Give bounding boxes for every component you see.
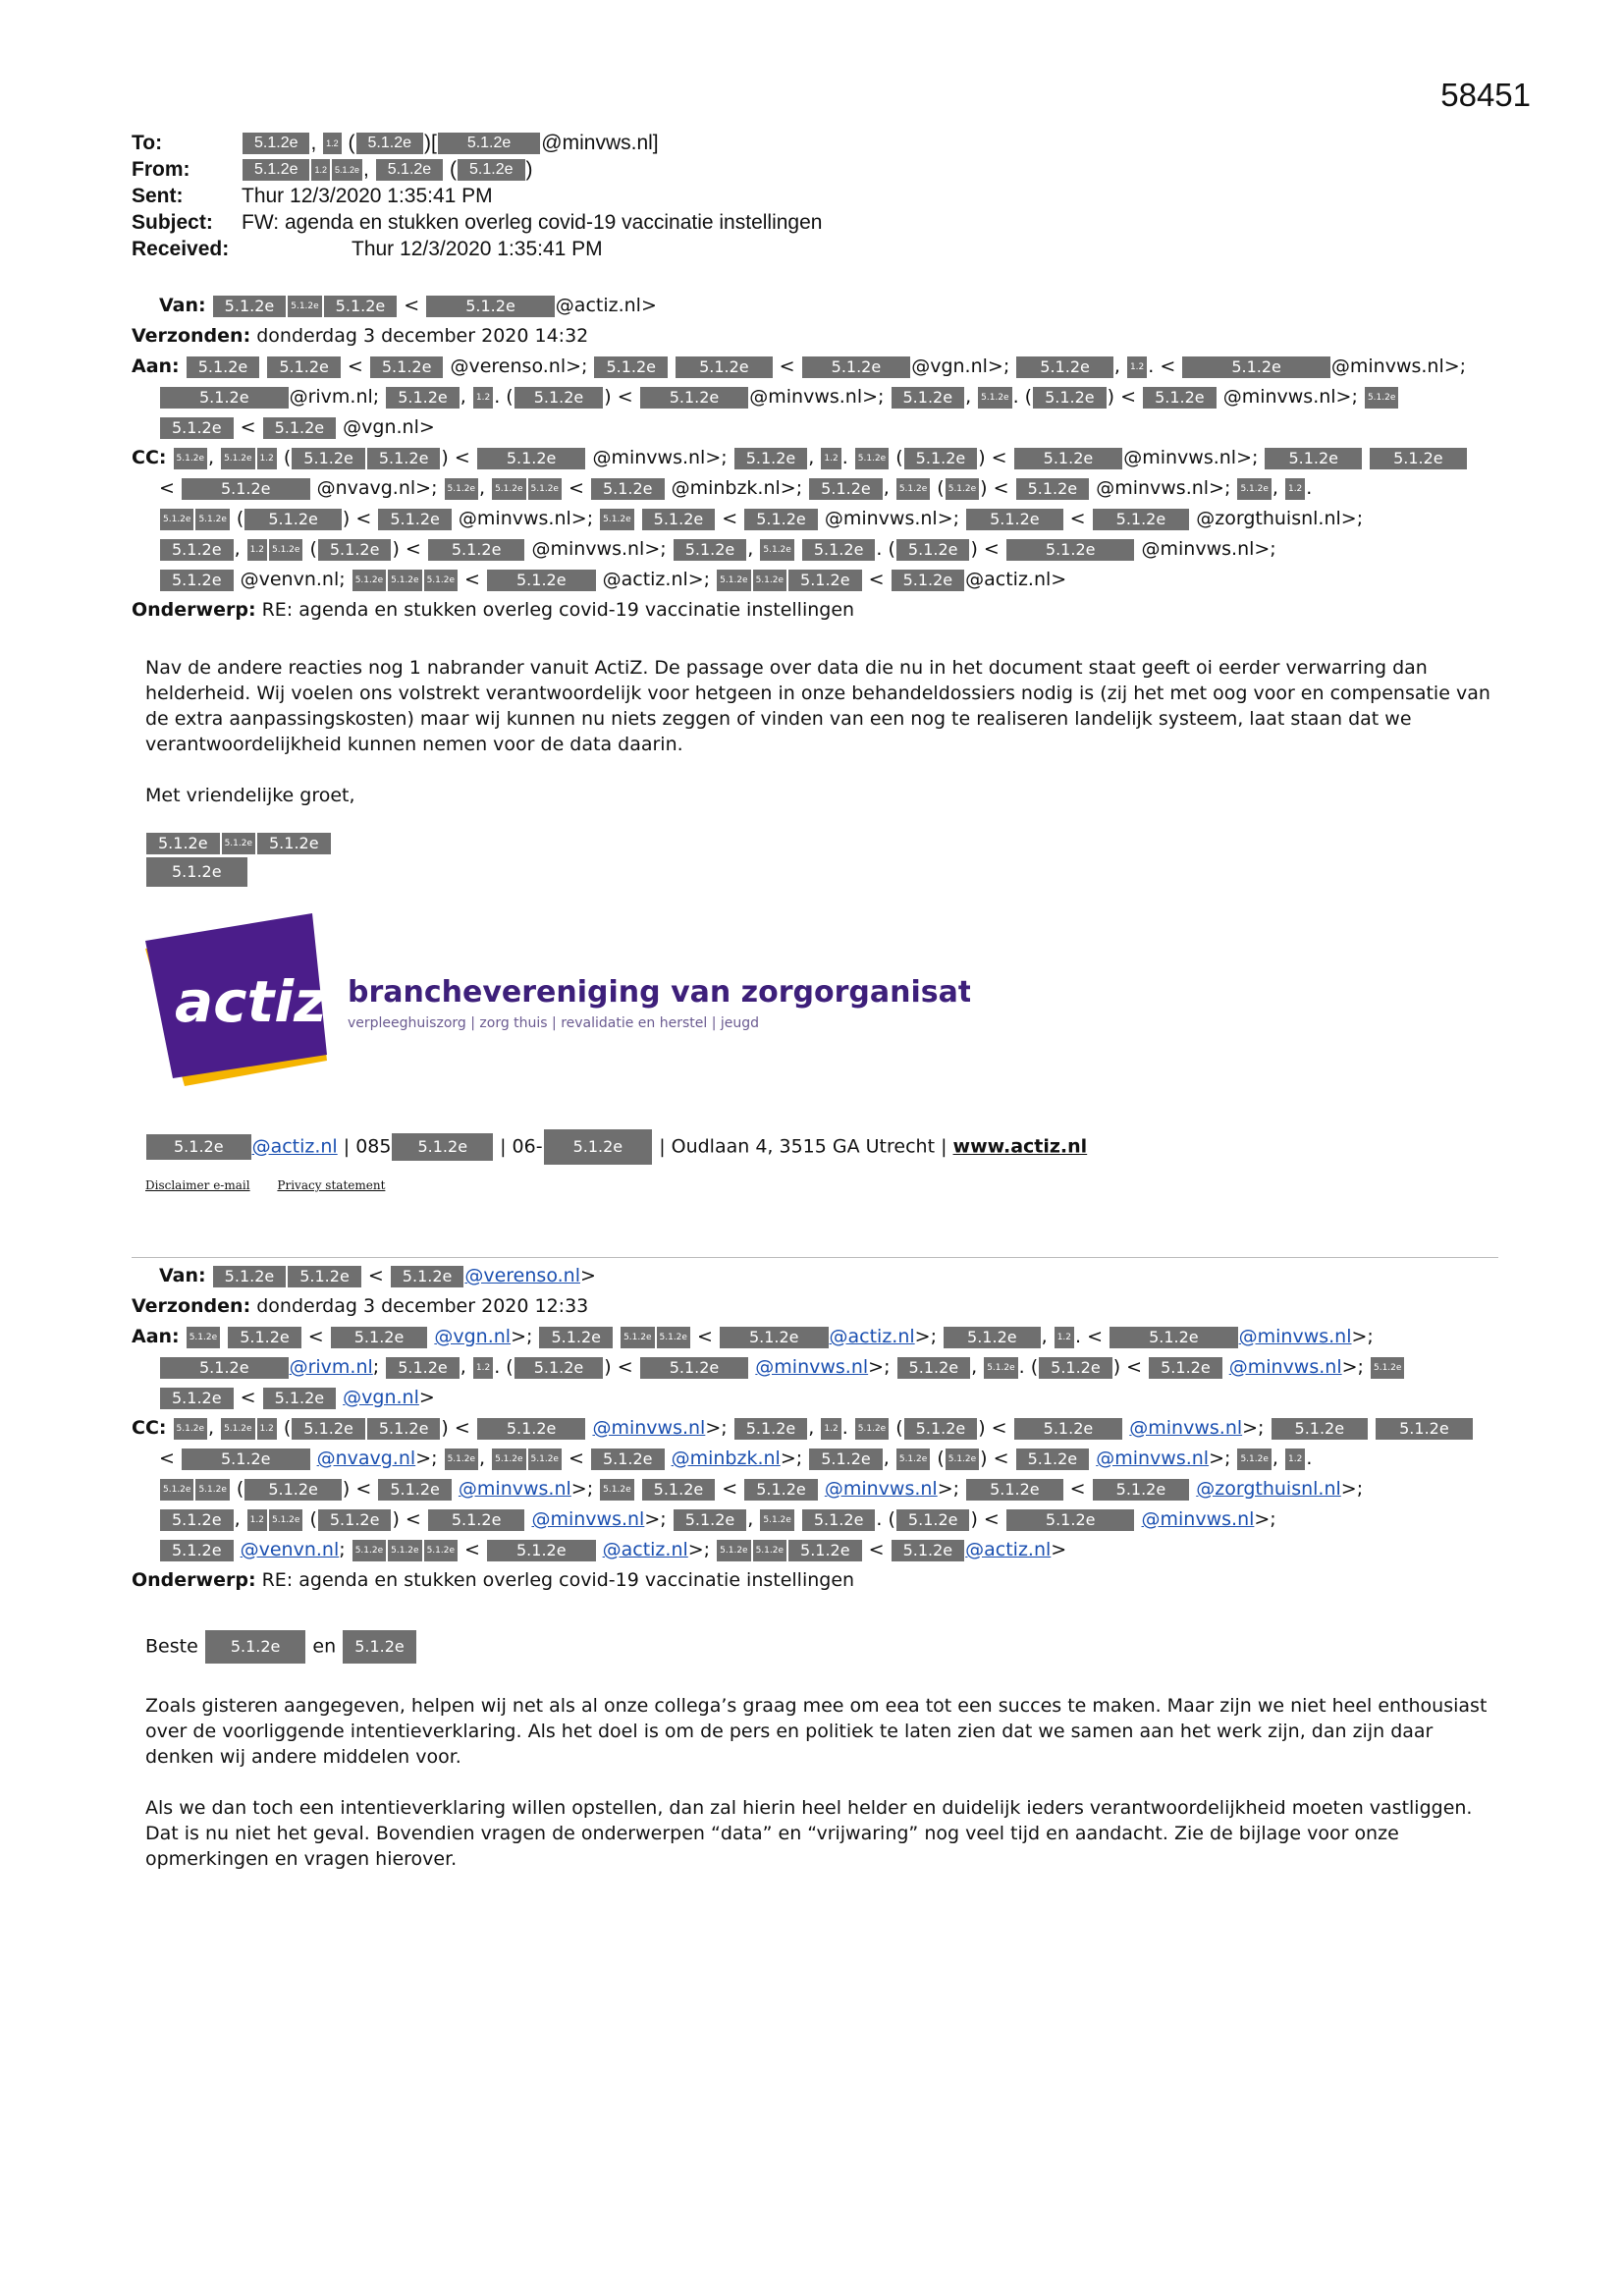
redaction: 5.1.2e (477, 1418, 586, 1440)
redaction: 5.1.2e (386, 1357, 460, 1379)
redaction: 5.1.2e (984, 1357, 1017, 1379)
redaction: 5.1.2e (146, 857, 247, 887)
redaction: 5.1.2e (378, 1479, 452, 1501)
address-domain: @minvws.nl>; (1123, 447, 1259, 468)
redaction: 5.1.2e (744, 1479, 818, 1501)
signature-phone-1: | 085 (343, 1135, 392, 1158)
address-domain: @vgn.nl>; (911, 355, 1010, 377)
address-link[interactable]: @minbzk.nl (671, 1448, 781, 1469)
redaction: 5.1.2e (788, 570, 862, 591)
address-link[interactable]: @minvws.nl (1141, 1508, 1255, 1530)
redaction: 1.2 (247, 539, 267, 561)
redaction: 5.1.2e (528, 1449, 562, 1470)
mail2-paragraph-1: Zoals gisteren aangegeven, helpen wij net als al onze collega’s graag mee om eea tot een succes te maken. Maar zijn we niet heel enthousiast over de voorliggende intentieverklaring. Als het doel is om de pers en politiek te laten zien dat we samen aan het werk zijn, dan zijn daar denken wij andere middelen voor. (145, 1695, 1488, 1768)
redaction: 5.1.2e (944, 1327, 1041, 1348)
redaction: 5.1.2e (1110, 1327, 1238, 1348)
redaction: 5.1.2e (744, 509, 818, 530)
subject-value: FW: agenda en stukken overleg covid-19 vaccinatie instellingen (242, 211, 823, 234)
redaction: 5.1.2e (896, 1509, 970, 1531)
redaction: 5.1.2e (717, 1540, 750, 1561)
verzonden-row (132, 321, 1506, 352)
redaction: 5.1.2e (642, 509, 716, 530)
redaction: 5.1.2e (1016, 1449, 1090, 1470)
cc-row-3: 5.1.2e 5.1.2e ( 5.1.2e ) < 5.1.2e @minvws.nl>; 5.1.2e 5.1.2e < 5.1.2e @minvws.nl>; 5.1.2e < 5.1.2e @zorgthuisnl.nl>; (132, 1474, 1506, 1504)
redaction: 5.1.2e (187, 1327, 220, 1348)
redaction: 5.1.2e (855, 448, 889, 469)
redaction: 5.1.2e (318, 539, 392, 561)
redaction: 5.1.2e (760, 539, 793, 561)
onderwerp-value: RE: agenda en stukken overleg covid-19 vaccinatie instellingen (261, 599, 855, 621)
address-domain: @minvws.nl>; (531, 538, 667, 560)
aan-row-3: 5.1.2e < 5.1.2e @vgn.nl> (132, 412, 1506, 443)
redaction: 5.1.2e (438, 133, 540, 154)
redaction: 5.1.2e (904, 1418, 978, 1440)
verzonden-value: donderdag 3 december 2020 14:32 (256, 325, 589, 347)
redaction: 5.1.2e (388, 570, 421, 591)
redaction: 5.1.2e (195, 509, 229, 530)
redaction: 5.1.2e (966, 509, 1063, 530)
redaction: 5.1.2e (428, 539, 525, 561)
redaction: 5.1.2e (269, 539, 302, 561)
address-link[interactable]: @minvws.nl (1238, 1326, 1352, 1347)
sent-row (132, 183, 822, 209)
redaction: 5.1.2e (640, 387, 749, 409)
mail2-paragraph-2: Als we dan toch een intentieverklaring willen opstellen, dan zal hierin heel helder en duidelijk ieders verantwoordelijkheid moeten vastliggen. Dat is nu niet het geval. Bovendien vragen de onderwerpen “data” en “vrijwaring” nog veel tijd en aandacht. Zie de bijlage voor onze opmerkingen en vragen hierover. (145, 1797, 1473, 1870)
address-link[interactable]: @minvws.nl (755, 1356, 869, 1378)
redaction: 5.1.2e (1376, 1418, 1473, 1440)
redaction: 5.1.2e (1014, 1418, 1123, 1440)
redaction: 1.2 (473, 387, 493, 409)
redaction: 5.1.2e (367, 1418, 441, 1440)
van-row: Van: 5.1.2e 5.1.2e < 5.1.2e @verenso.nl> (159, 1265, 596, 1286)
redaction: 5.1.2e (802, 356, 911, 378)
redaction: 5.1.2e (1265, 448, 1362, 469)
redaction: 5.1.2e (243, 133, 309, 154)
address-domain: @zorgthuisnl.nl>; (1196, 508, 1364, 529)
redaction: 5.1.2e (1365, 387, 1398, 409)
redaction: 5.1.2e (897, 1357, 971, 1379)
redaction: 5.1.2e (391, 1266, 464, 1287)
redaction: 1.2 (257, 448, 277, 469)
redaction: 5.1.2e (1014, 448, 1123, 469)
redaction: 5.1.2e (492, 1449, 525, 1470)
redaction: 5.1.2e (591, 478, 665, 500)
mail2-body (145, 1630, 1490, 1897)
address-link[interactable]: @minvws.nl (1096, 1448, 1210, 1469)
address-link[interactable]: @actiz.nl (829, 1326, 915, 1347)
redaction: 5.1.2e (324, 296, 398, 317)
redaction: 5.1.2e (244, 509, 342, 530)
address-link[interactable]: @vgn.nl (434, 1326, 512, 1347)
redaction: 5.1.2e (244, 1479, 342, 1501)
address-domain: @actiz.nl> (965, 569, 1067, 590)
address-link[interactable]: @venvn.nl (240, 1539, 340, 1560)
redaction: 5.1.2e (809, 1449, 883, 1470)
redaction: 5.1.2e (263, 1388, 337, 1409)
redaction: 5.1.2e (424, 570, 458, 591)
address-domain: @minvws.nl>; (592, 447, 728, 468)
address-link[interactable]: @minvws.nl (458, 1478, 571, 1500)
redaction: 5.1.2e (657, 1327, 690, 1348)
mail1-greeting: Met vriendelijke groet, (145, 785, 355, 806)
address-domain: @minvws.nl>; (1141, 538, 1276, 560)
address-link[interactable]: @vgn.nl (343, 1387, 419, 1408)
signature-phone-2: | 06- (500, 1135, 543, 1158)
redaction: 5.1.2e (544, 1129, 653, 1165)
redaction: 5.1.2e (674, 1509, 747, 1531)
cc-row-4: 5.1.2e , 1.2 5.1.2e ( 5.1.2e ) < 5.1.2e @minvws.nl>; 5.1.2e , 5.1.2e 5.1.2e . ( 5.1.2e ) < 5.1.2e @minvws.nl>; (132, 534, 1506, 565)
address-domain: @actiz.nl>; (602, 569, 711, 590)
privacy-link[interactable]: Privacy statement (277, 1178, 386, 1192)
email-header (132, 130, 822, 262)
cc-row-5: 5.1.2e @venvn.nl; 5.1.2e 5.1.2e 5.1.2e < 5.1.2e @actiz.nl>; 5.1.2e 5.1.2e 5.1.2e < 5.1.2e @actiz.nl> (132, 565, 1506, 595)
address-link[interactable]: @minvws.nl (531, 1508, 645, 1530)
address-link[interactable]: @minvws.nl (1129, 1417, 1243, 1439)
address-domain: @minvws.nl>; (749, 386, 885, 408)
redaction: 5.1.2e (892, 387, 965, 409)
redaction: 5.1.2e (288, 296, 321, 317)
cc-label: CC: (132, 1417, 167, 1439)
redaction: 5.1.2e (182, 1449, 310, 1470)
redaction: 5.1.2e (591, 1449, 665, 1470)
verzonden-row (132, 1291, 1506, 1322)
received-label: Received: (132, 238, 230, 260)
redaction: 5.1.2e (946, 478, 979, 500)
redaction: 5.1.2e (477, 448, 586, 469)
redaction: 5.1.2e (1006, 1509, 1135, 1531)
redaction: 5.1.2e (676, 356, 773, 378)
redaction: 5.1.2e (904, 448, 978, 469)
van-label: Van: (159, 1265, 206, 1286)
redaction: 5.1.2e (966, 1479, 1063, 1501)
redaction: 5.1.2e (896, 539, 970, 561)
address-domain: @minvws.nl>; (1096, 477, 1231, 499)
redaction: 5.1.2e (213, 1266, 287, 1287)
address-domain: @minvws.nl>; (824, 508, 960, 529)
to-row: To: 5.1.2e , 1.2 ( 5.1.2e )[ 5.1.2e @minvws.nl] (132, 132, 659, 154)
address-link[interactable]: @minvws.nl (824, 1478, 938, 1500)
redaction: 5.1.2e (221, 1418, 254, 1440)
subject-label: Subject: (132, 211, 213, 234)
redaction: 5.1.2e (539, 1327, 613, 1348)
redaction: 5.1.2e (213, 296, 287, 317)
redaction: 5.1.2e (292, 448, 365, 469)
address-domain: @rivm.nl; (289, 386, 380, 408)
redaction: 5.1.2e (187, 356, 260, 378)
redaction: 5.1.2e (332, 159, 362, 181)
redaction: 5.1.2e (492, 478, 525, 500)
aan-row: Aan: 5.1.2e 5.1.2e < 5.1.2e @vgn.nl>; 5.1.2e 5.1.2e 5.1.2e < 5.1.2e @actiz.nl>; 5.1.2e , 1.2 . < 5.1.2e @minvws.nl>; (132, 1326, 1374, 1347)
redaction: 5.1.2e (1149, 1357, 1222, 1379)
redaction: 5.1.2e (760, 1509, 793, 1531)
redaction: 1.2 (821, 448, 840, 469)
address-domain: @nvavg.nl>; (316, 477, 438, 499)
onderwerp-label: Onderwerp: (132, 599, 256, 621)
redaction: 5.1.2e (445, 478, 478, 500)
redaction: 5.1.2e (160, 539, 234, 561)
address-link[interactable]: @actiz.nl (965, 1539, 1052, 1560)
redaction: 5.1.2e (1237, 1449, 1271, 1470)
redaction: 5.1.2e (318, 1509, 392, 1531)
onderwerp-label: Onderwerp: (132, 1569, 256, 1591)
logo-word: actiz (175, 968, 327, 1035)
to-domain: @minvws.nl] (541, 132, 659, 154)
redaction: 5.1.2e (146, 833, 220, 854)
redaction: 5.1.2e (228, 1327, 301, 1348)
address-domain: @vgn.nl> (343, 416, 435, 438)
signature-links (145, 1178, 408, 1192)
redaction: 5.1.2e (946, 1449, 979, 1470)
redaction: 1.2 (821, 1418, 840, 1440)
subject-row (132, 209, 822, 236)
redaction: 5.1.2e (182, 478, 310, 500)
redaction: 5.1.2e (1143, 387, 1217, 409)
address-domain: @minvws.nl>; (1330, 355, 1467, 377)
redaction: 5.1.2e (1182, 356, 1330, 378)
redaction: 1.2 (257, 1418, 277, 1440)
redaction: 5.1.2e (594, 356, 668, 378)
signature-website[interactable]: www.actiz.nl (952, 1135, 1088, 1158)
redaction: 5.1.2e (458, 159, 524, 181)
actiz-logo-graphic (145, 913, 970, 1100)
redaction: 5.1.2e (445, 1449, 478, 1470)
redaction: 5.1.2e (600, 509, 633, 530)
mail1-body (145, 655, 1490, 887)
verzonden-label: Verzonden: (132, 1295, 251, 1317)
signature-line (145, 1129, 1087, 1165)
redaction: 1.2 (473, 1357, 493, 1379)
redaction: 5.1.2e (1039, 1357, 1112, 1379)
redaction: 5.1.2e (788, 1540, 862, 1561)
cc-row-5: 5.1.2e @venvn.nl; 5.1.2e 5.1.2e 5.1.2e < 5.1.2e @actiz.nl>; 5.1.2e 5.1.2e 5.1.2e < 5.1.2e @actiz.nl> (132, 1535, 1506, 1565)
cc-row-2: < 5.1.2e @nvavg.nl>; 5.1.2e , 5.1.2e 5.1.2e < 5.1.2e @minbzk.nl>; 5.1.2e , 5.1.2e ( 5.1.2e ) < 5.1.2e @minvws.nl>; 5.1.2e , 1.2 . (159, 477, 1313, 499)
redaction: 5.1.2e (1006, 539, 1135, 561)
redaction: 5.1.2e (343, 1630, 416, 1664)
address-link[interactable]: @minvws.nl (592, 1417, 706, 1439)
redaction: 5.1.2e (1093, 1479, 1190, 1501)
redaction: 5.1.2e (146, 1134, 251, 1160)
address-link[interactable]: @rivm.nl (289, 1356, 373, 1378)
redaction: 5.1.2e (514, 387, 604, 409)
redaction: 5.1.2e (1272, 1418, 1369, 1440)
redaction: 5.1.2e (1371, 1357, 1404, 1379)
signature-address: | Oudlaan 4, 3515 GA Utrecht | (659, 1135, 947, 1158)
cc-label: CC: (132, 447, 167, 468)
address-domain: @minbzk.nl>; (671, 477, 803, 499)
salutation-word: Beste (145, 1635, 198, 1658)
redaction: 5.1.2e (896, 1449, 930, 1470)
redaction: 1.2 (1285, 1449, 1305, 1470)
redaction: 5.1.2e (428, 1509, 525, 1531)
redaction: 5.1.2e (892, 1540, 965, 1561)
address-domain: @minvws.nl>; (458, 508, 594, 529)
mail2-header (132, 1261, 1506, 1596)
redaction: 5.1.2e (753, 570, 786, 591)
redaction: 5.1.2e (802, 1509, 876, 1531)
sent-label: Sent: (132, 185, 184, 207)
to-label: To: (132, 132, 163, 154)
redaction: 5.1.2e (388, 1540, 421, 1561)
verzonden-label: Verzonden: (132, 325, 251, 347)
redaction: 5.1.2e (1033, 387, 1107, 409)
van-domain[interactable]: @verenso.nl (464, 1265, 580, 1286)
redaction: 5.1.2e (378, 509, 452, 530)
redaction: 5.1.2e (195, 1479, 229, 1501)
mail2-salutation (145, 1630, 1490, 1664)
redaction: 5.1.2e (640, 1357, 749, 1379)
onderwerp-row (132, 1565, 1506, 1596)
mail1-header (132, 291, 1506, 626)
sent-value: Thur 12/3/2020 1:35:41 PM (242, 185, 493, 207)
redaction: 5.1.2e (288, 1266, 361, 1287)
redaction: 5.1.2e (267, 356, 341, 378)
address-link[interactable]: @zorgthuisnl.nl (1196, 1478, 1341, 1500)
redaction: 1.2 (1285, 478, 1305, 500)
received-value: Thur 12/3/2020 1:35:41 PM (352, 238, 603, 260)
redaction: 5.1.2e (892, 570, 965, 591)
redaction: 5.1.2e (352, 1540, 386, 1561)
redaction: 5.1.2e (1370, 448, 1467, 469)
salutation-and: en (312, 1635, 337, 1658)
logo-tagline: branchevereniging van zorgorganisaties (348, 975, 970, 1010)
redaction: 5.1.2e (528, 478, 562, 500)
from-label: From: (132, 158, 190, 181)
address-domain: @verenso.nl>; (450, 355, 588, 377)
separator-line (132, 1257, 1498, 1258)
redaction: 5.1.2e (222, 833, 255, 854)
aan-row-2: 5.1.2e @rivm.nl; 5.1.2e , 1.2 . ( 5.1.2e ) < 5.1.2e @minvws.nl>; 5.1.2e , 5.1.2e . ( 5.1.2e ) < 5.1.2e @minvws.nl>; 5.1.2e (132, 382, 1506, 412)
redaction: 5.1.2e (160, 1479, 193, 1501)
redaction: 5.1.2e (331, 1327, 428, 1348)
redaction: 5.1.2e (1016, 356, 1113, 378)
redaction: 5.1.2e (174, 448, 207, 469)
redaction: 5.1.2e (392, 1133, 493, 1161)
redaction: 5.1.2e (642, 1479, 716, 1501)
redaction: 5.1.2e (426, 296, 555, 317)
address-link[interactable]: @nvavg.nl (316, 1448, 416, 1469)
redaction: 5.1.2e (160, 509, 193, 530)
redaction: 5.1.2e (1093, 509, 1190, 530)
onderwerp-row (132, 595, 1506, 626)
cc-row-4: 5.1.2e , 1.2 5.1.2e ( 5.1.2e ) < 5.1.2e @minvws.nl>; 5.1.2e , 5.1.2e 5.1.2e . ( 5.1.2e ) < 5.1.2e @minvws.nl>; (132, 1504, 1506, 1535)
redaction: 5.1.2e (753, 1540, 786, 1561)
address-domain: @minvws.nl>; (1222, 386, 1358, 408)
redaction: 5.1.2e (674, 539, 747, 561)
redaction: 5.1.2e (205, 1630, 306, 1664)
redaction: 5.1.2e (160, 1388, 234, 1409)
redaction: 5.1.2e (367, 448, 441, 469)
address-link[interactable]: @minvws.nl (1228, 1356, 1342, 1378)
redaction: 5.1.2e (160, 570, 234, 591)
received-row (132, 236, 822, 262)
redaction: 5.1.2e (386, 387, 460, 409)
redaction: 5.1.2e (809, 478, 883, 500)
disclaimer-link[interactable]: Disclaimer e-mail (145, 1178, 250, 1192)
redaction: 5.1.2e (257, 833, 331, 854)
cc-row-3: 5.1.2e 5.1.2e ( 5.1.2e ) < 5.1.2e @minvws.nl>; 5.1.2e 5.1.2e < 5.1.2e @minvws.nl>; 5.1.2e < 5.1.2e @zorgthuisnl.nl>; (132, 504, 1506, 534)
redaction: 5.1.2e (487, 1540, 596, 1561)
redaction: 5.1.2e (487, 570, 596, 591)
redaction: 1.2 (323, 133, 342, 154)
aan-label: Aan: (132, 355, 180, 377)
address-link[interactable]: @actiz.nl (602, 1539, 688, 1560)
redaction: 5.1.2e (1237, 478, 1271, 500)
redaction: 5.1.2e (269, 1509, 302, 1531)
sender-name-redacted (145, 830, 1490, 887)
van-domain: @actiz.nl> (555, 295, 657, 316)
redaction: 5.1.2e (174, 1418, 207, 1440)
redaction: 5.1.2e (292, 1418, 365, 1440)
cc-row: CC: 5.1.2e , 5.1.2e 1.2 ( 5.1.2e 5.1.2e ) < 5.1.2e @minvws.nl>; 5.1.2e , 1.2 . 5.1.2e ( 5.1.2e ) < 5.1.2e @minvws.nl>; 5.1.2e 5.1.2e (132, 1413, 1506, 1444)
redaction: 5.1.2e (720, 1327, 829, 1348)
aan-row-3: 5.1.2e < 5.1.2e @vgn.nl> (132, 1383, 1506, 1413)
redaction: 5.1.2e (896, 478, 930, 500)
redaction: 5.1.2e (424, 1540, 458, 1561)
redaction: 5.1.2e (160, 1357, 289, 1379)
van-row: Van: 5.1.2e 5.1.2e 5.1.2e < 5.1.2e @actiz.nl> (159, 295, 657, 316)
signature-email[interactable]: @actiz.nl (251, 1135, 338, 1158)
redaction: 5.1.2e (160, 417, 234, 439)
redaction: 5.1.2e (160, 387, 289, 409)
cc-row: CC: 5.1.2e , 5.1.2e 1.2 ( 5.1.2e 5.1.2e ) < 5.1.2e @minvws.nl>; 5.1.2e , 1.2 . 5.1.2e ( 5.1.2e ) < 5.1.2e @minvws.nl>; 5.1.2e 5.1.2e (132, 443, 1506, 473)
redaction: 5.1.2e (621, 1327, 654, 1348)
address-domain: @venvn.nl; (240, 569, 346, 590)
document-number: 58451 (1440, 77, 1531, 113)
redaction: 5.1.2e (514, 1357, 604, 1379)
verzonden-value: donderdag 3 december 2020 12:33 (256, 1295, 589, 1317)
redaction: 5.1.2e (243, 159, 309, 181)
aan-label: Aan: (132, 1326, 180, 1347)
mail1-paragraph: Nav de andere reacties nog 1 nabrander vanuit ActiZ. De passage over data die nu in het document staat geeft oi eerder verwarring dan helderheid. Wij voelen ons volstrekt verantwoordelijk voor hetgeen in onze behandeldossiers nodig is (zij het met oog voor en compensatie van de extra aanpassingskosten) maar wij kunnen nu niets zeggen of vinden van een nog te realiseren landelijk systeem, laat staan dat we verantwoordelijkheid kunnen nemen voor de data daarin. (145, 657, 1490, 755)
redaction: 5.1.2e (717, 570, 750, 591)
redaction: 5.1.2e (600, 1479, 633, 1501)
redaction: 5.1.2e (855, 1418, 889, 1440)
redaction: 5.1.2e (160, 1509, 234, 1531)
onderwerp-value: RE: agenda en stukken overleg covid-19 vaccinatie instellingen (261, 1569, 855, 1591)
redaction: 5.1.2e (356, 133, 423, 154)
actiz-logo (145, 913, 970, 1100)
aan-row-2: 5.1.2e @rivm.nl; 5.1.2e , 1.2 . ( 5.1.2e ) < 5.1.2e @minvws.nl>; 5.1.2e , 5.1.2e . ( 5.1.2e ) < 5.1.2e @minvws.nl>; 5.1.2e (132, 1352, 1506, 1383)
redaction: 5.1.2e (734, 448, 808, 469)
redaction: 5.1.2e (1016, 478, 1090, 500)
redaction: 1.2 (1127, 356, 1147, 378)
redaction: 5.1.2e (352, 570, 386, 591)
redaction: 1.2 (1055, 1327, 1074, 1348)
redaction: 5.1.2e (370, 356, 444, 378)
cc-row-2: < 5.1.2e @nvavg.nl>; 5.1.2e , 5.1.2e 5.1.2e < 5.1.2e @minbzk.nl>; 5.1.2e , 5.1.2e ( 5.1.2e ) < 5.1.2e @minvws.nl>; 5.1.2e , 1.2 . (159, 1448, 1313, 1469)
van-label: Van: (159, 295, 206, 316)
redaction: 1.2 (247, 1509, 267, 1531)
redaction: 5.1.2e (802, 539, 876, 561)
redaction: 5.1.2e (376, 159, 443, 181)
redaction: 5.1.2e (978, 387, 1011, 409)
redaction: 1.2 (311, 159, 330, 181)
redaction: 5.1.2e (160, 1540, 234, 1561)
logo-subline: verpleeghuiszorg | zorg thuis | revalidatie en herstel | jeugd (348, 1015, 760, 1031)
from-row: From: 5.1.2e 1.2 5.1.2e , 5.1.2e ( 5.1.2e ) (132, 158, 533, 181)
aan-row: Aan: 5.1.2e 5.1.2e < 5.1.2e @verenso.nl>; 5.1.2e 5.1.2e < 5.1.2e @vgn.nl>; 5.1.2e , 1.2 . < 5.1.2e @minvws.nl>; (132, 355, 1467, 377)
redaction: 5.1.2e (263, 417, 337, 439)
redaction: 5.1.2e (734, 1418, 808, 1440)
redaction: 5.1.2e (221, 448, 254, 469)
